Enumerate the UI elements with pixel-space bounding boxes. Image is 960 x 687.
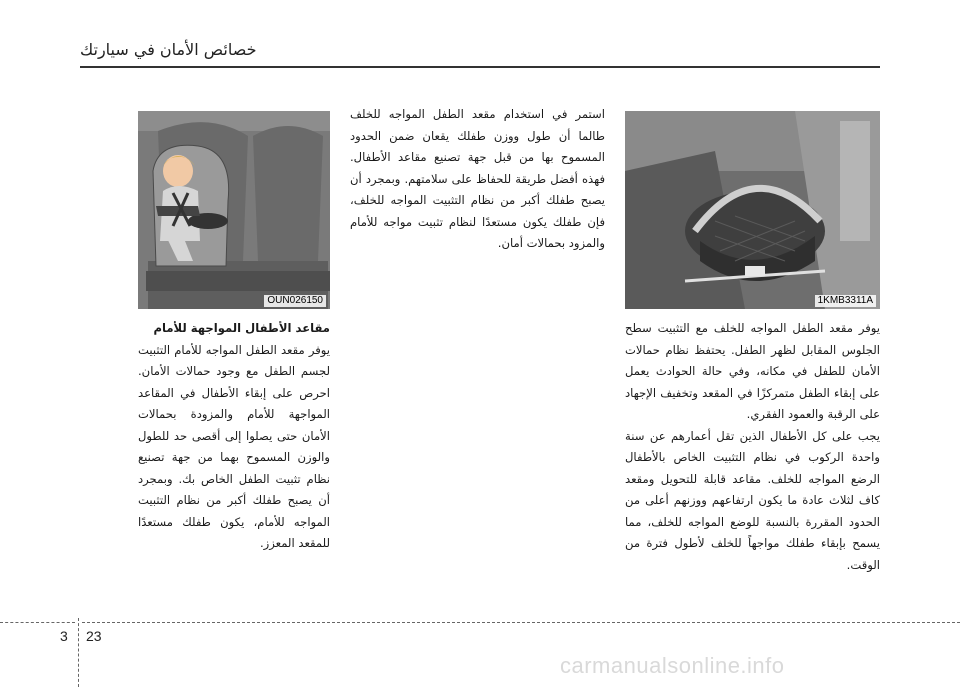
forward-seat-illustration <box>138 111 330 309</box>
photo-code-label: 1KMB3311A <box>815 295 876 307</box>
page-header-title: خصائص الأمان في سيارتك <box>80 40 257 59</box>
middle-column-text <box>350 104 605 255</box>
section-heading: مقاعد الأطفال المواجهة للأمام <box>153 321 330 335</box>
page-number: 23 <box>86 628 102 644</box>
header-rule <box>80 66 880 68</box>
forward-facing-child-seat-photo <box>138 111 330 309</box>
paragraph: يجب على كل الأطفال الذين تقل أعمارهم عن سنة واحدة الركوب في نظام التثبيت الخاص بالأطفال الرضع المواجه للخلف. مقاعد قابلة للتحويل ومقعد كاف لثلاث عادة ما يكون ارتفاعهم ووزنهم أعلى من الحدود المقررة بالنسبة للوضع المواجه للخلف، مما يسمح بإبقاء طفلك مواجهاً للخلف لأطول فترة من الوقت. <box>625 428 880 572</box>
chapter-number: 3 <box>60 628 68 644</box>
paragraph: يوفر مقعد الطفل المواجه للخلف مع التثبيت سطح الجلوس المقابل لظهر الطفل. يحتفظ نظام حمالات الأمان للطفل في مكانه، وفي حالة الحوادث يعمل على إبقاء الطفل متمركزًا في المقعد وتخفيف الإجهاد على الرقبة والعمود الفقري. <box>625 321 880 421</box>
paragraph: يوفر مقعد الطفل المواجه للأمام التثبيت لجسم الطفل مع وجود حمالات الأمان. احرص على إبقاء الأطفال في المقاعد المواجهة للأمام والمزودة بحمالات الأمان حتى يصلوا إلى أقصى حد للطول والوزن المسموح بهما من جهة تصنيع نظام تثبيت الطفل الخاص بك. وبمجرد أن يصبح طفلك أكبر من نظام التثبيت المواجه للأمام، يكون طفلك مستعدًا للمقعد المعزز. <box>138 342 330 550</box>
paragraph: استمر في استخدام مقعد الطفل المواجه للخلف طالما أن طول ووزن طفلك يقعان ضمن الحدود المسموح بها من قبل جهة تصنيع مقاعد الأطفال. فهذه أفضل طريقة للحفاظ على سلامتهم. وبمجرد أن يصبح طفلك أكبر من نظام التثبيت المواجه للخلف، فإن طفلك يكون مستعدًا لنظام تثبيت مواجه للأمام والمزود بحمالات أمان. <box>350 107 605 250</box>
footer-divider-vertical <box>78 618 79 687</box>
left-column-text <box>138 318 330 555</box>
right-column-text <box>625 318 880 576</box>
photo-code-label: OUN026150 <box>264 295 326 307</box>
infant-seat-illustration <box>625 111 880 309</box>
rear-facing-infant-seat-photo <box>625 111 880 309</box>
footer-divider-left <box>0 622 75 623</box>
watermark-text: carmanualsonline.info <box>560 653 785 678</box>
footer-divider-right <box>82 622 960 623</box>
